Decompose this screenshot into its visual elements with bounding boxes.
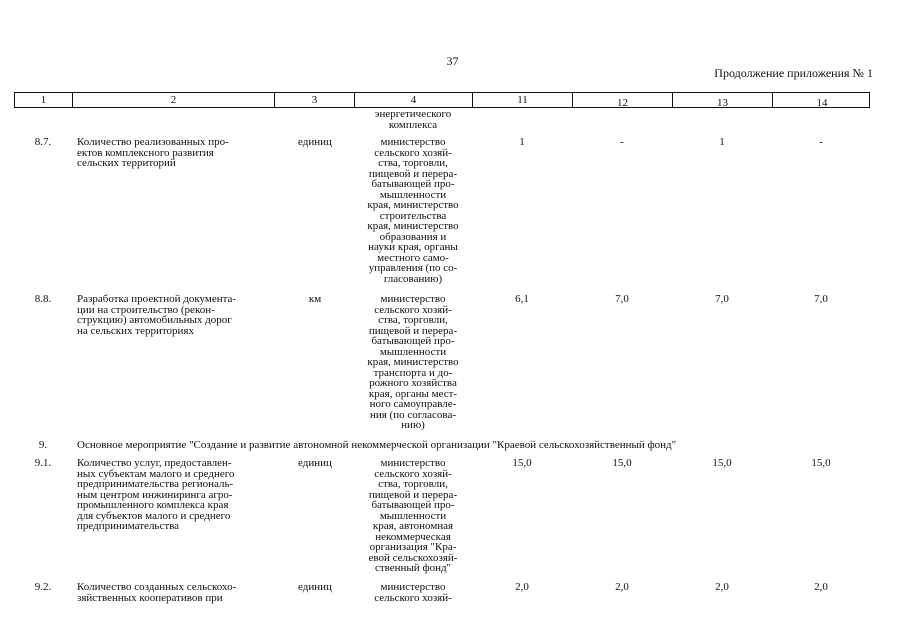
header-col-1: 1 — [15, 93, 73, 107]
row-number: 9.2. — [34, 581, 52, 593]
row-value-11: 2,0 — [515, 581, 529, 593]
header-col-13: 13 — [673, 93, 773, 107]
row-value-12: 7,0 — [615, 293, 629, 305]
row-value-11: 1 — [519, 136, 525, 148]
row-value-12: 15,0 — [612, 457, 632, 469]
row-number: 9.1. — [34, 457, 52, 469]
row-executor: министерство сельского хозяй- ства, торговли, пищевой и перера- батывающей про- мышленности края, министерство транспорта и до- рожного хозяйства края, органы мест- ного самоуправле- ния (по согласова- нию) — [367, 293, 459, 431]
header-col-4: 4 — [355, 93, 473, 107]
row-value-13: 7,0 — [715, 293, 729, 305]
row-executor: министерство сельского хозяй- ства, торговли, пищевой и перера- батывающей про- мышленности края, министерство строительства края, министерство образования и науки края, органы местного само- управления (по со- гласованию) — [367, 136, 459, 285]
row-unit: единиц — [298, 457, 332, 469]
row-value-13: 1 — [719, 136, 725, 148]
header-col-3: 3 — [275, 93, 355, 107]
row-unit: единиц — [298, 581, 332, 593]
section-title: Основное мероприятие "Создание и развитие автономной некоммерческой организации "Краевой сельскохозяйственный фонд" — [77, 439, 677, 451]
row-executor: министерство сельского хозяй- ства, торговли, пищевой и перера- батывающей про- мышленности края, автономная некоммерческая организация "Кра- евой сельскохозяй- ственный фонд" — [368, 457, 458, 574]
row-value-11: 15,0 — [512, 457, 532, 469]
carryover-executor: энергетического комплекса — [374, 108, 452, 131]
row-value-12: - — [620, 136, 624, 148]
row-indicator-name: Количество реализованных про- ектов комплексного развития сельских территорий — [77, 136, 229, 169]
header-col-12: 12 — [573, 93, 673, 107]
row-indicator-name: Количество услуг, предоставлен- ных субъектам малого и среднего предпринимательства региональ- ным центром инжиниринга агро- промышленного комплекса края для субъектов малого и среднего предпринимательства — [77, 457, 235, 532]
row-indicator-name: Разработка проектной документа- ции на строительство (рекон- струкцию) автомобильных дорог на сельских территориях — [77, 293, 237, 337]
header-col-2: 2 — [73, 93, 275, 107]
row-value-14: 15,0 — [811, 457, 831, 469]
row-value-14: - — [819, 136, 823, 148]
row-value-12: 2,0 — [615, 581, 629, 593]
row-value-13: 15,0 — [712, 457, 732, 469]
section-number: 9. — [38, 439, 48, 451]
header-col-14: 14 — [816, 97, 828, 109]
row-number: 8.7. — [34, 136, 52, 148]
row-value-14: 2,0 — [814, 581, 828, 593]
row-number: 8.8. — [34, 293, 52, 305]
row-unit: единиц — [298, 136, 332, 148]
row-value-14: 7,0 — [814, 293, 828, 305]
header-col-11: 11 — [473, 93, 573, 107]
row-indicator-name: Количество созданных сельскохо- зяйственных кооперативов при — [77, 581, 237, 604]
row-executor: министерство сельского хозяй- — [374, 581, 452, 604]
table-header — [14, 92, 870, 108]
appendix-continuation-label: Продолжение приложения № 1 — [714, 66, 873, 80]
page-number: 37 — [446, 54, 459, 68]
row-unit: км — [308, 293, 322, 305]
row-value-11: 6,1 — [515, 293, 529, 305]
row-value-13: 2,0 — [715, 581, 729, 593]
